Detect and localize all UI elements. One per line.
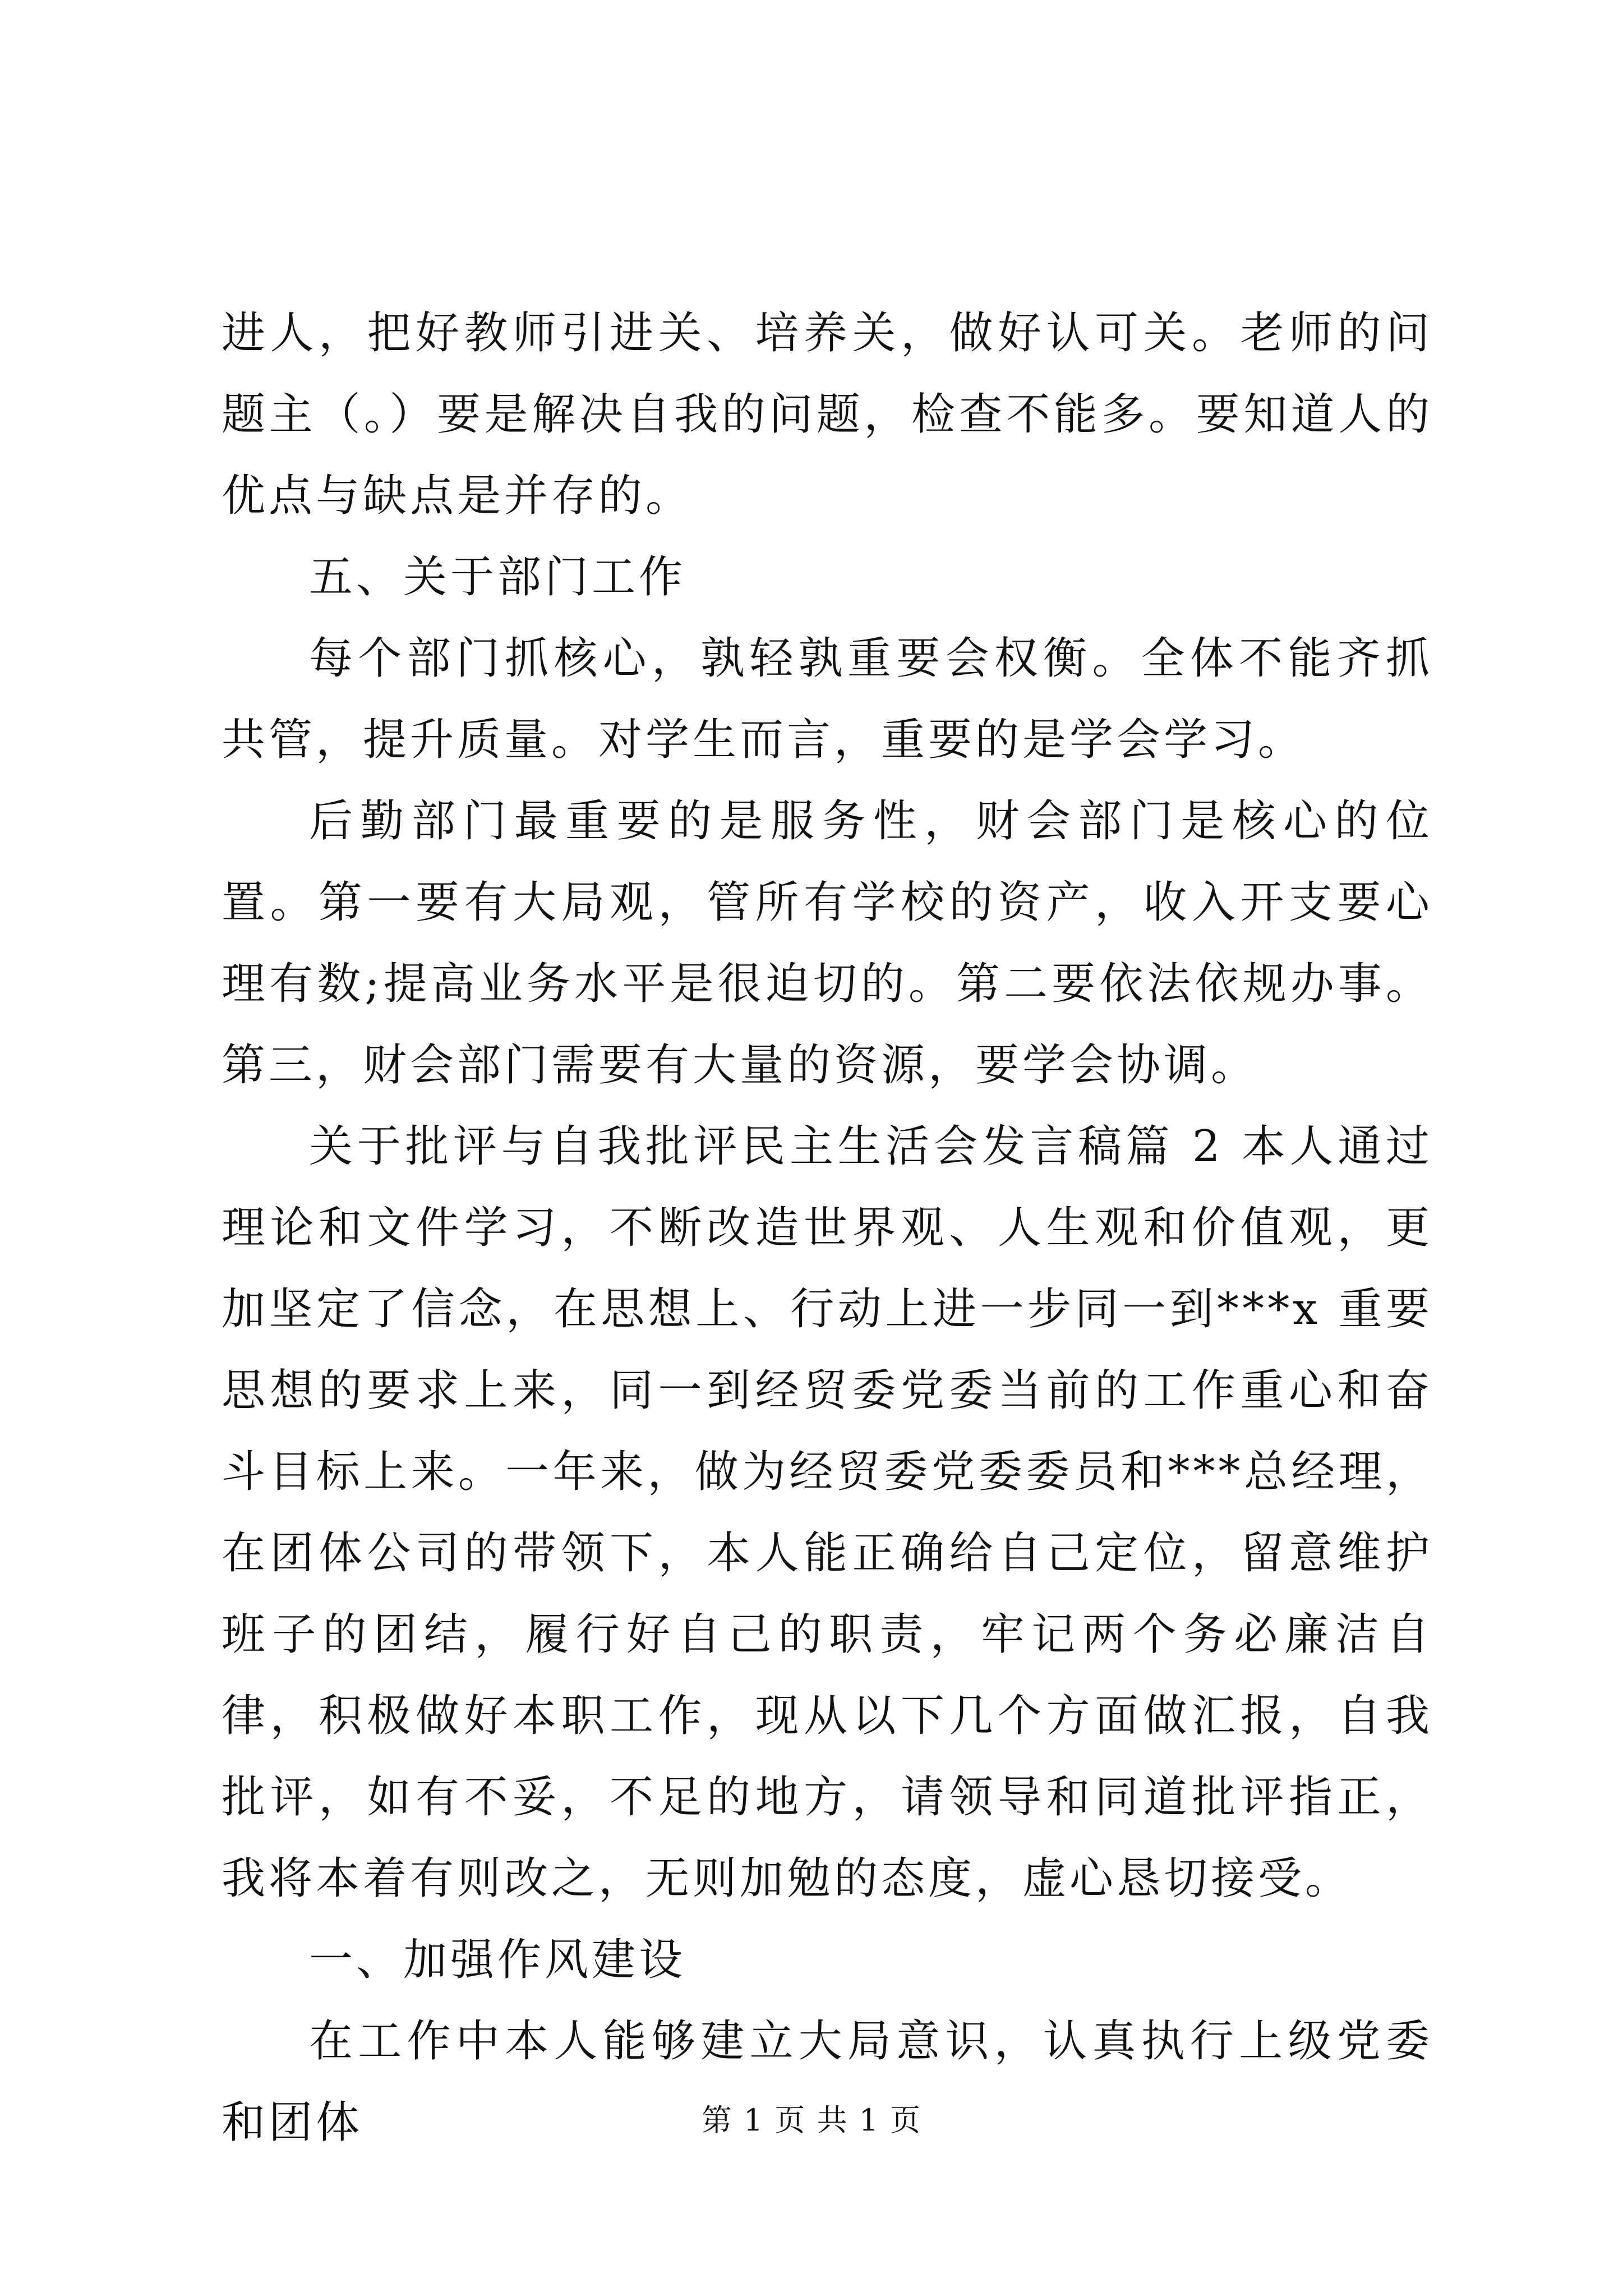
section-heading: 五、关于部门工作 <box>309 552 686 602</box>
paragraph: 后勤部门最重要的是服务性，财会部门是核心的位置。第一要有大局观，管所有学校的资产，收入开支要心理有数;提高业务水平是很迫切的。第二要依法依规办事。第三，财会部门需要有大量的资源，要学会协调。 <box>222 796 1433 1091</box>
paragraph: 每个部门抓核心，孰轻孰重要会权衡。全体不能齐抓共管，提升质量。对学生而言，重要的是学会学习。 <box>222 633 1433 765</box>
paragraph: 关于批评与自我批评民主生活会发言稿篇 2 本人通过理论和文件学习，不断改造世界观、人生观和价值观，更加坚定了信念，在思想上、行动上进一步同一到***x 重要思想的要求上来，同一到经贸委党委当前的工作重心和奋斗目标上来。一年来，做为经贸委党委委员和***总经理，在团体公司的带领下，本人能正确给自己定位，留意维护班子的团结，履行好自己的职责，牢记两个务必廉洁自律，积极做好本职工作，现从以下几个方面做汇报，自我批评，如有不妥，不足的地方，请领导和同道批评指正，我将本着有则改之，无则加勉的态度，虚心恳切接受。 <box>222 1121 1433 1904</box>
page-number-footer: 第 1 页 共 1 页 <box>701 2102 922 2138</box>
document-body <box>222 293 1433 2164</box>
paragraph: 在工作中本人能够建立大局意识，认真执行上级党委和团体 <box>222 2016 1433 2148</box>
section-heading: 一、加强作风建设 <box>309 1935 686 1985</box>
paragraph: 进人，把好教师引进关、培养关，做好认可关。老师的问题主（。）要是解决自我的问题，检查不能多。要知道人的优点与缺点是并存的。 <box>222 308 1433 521</box>
